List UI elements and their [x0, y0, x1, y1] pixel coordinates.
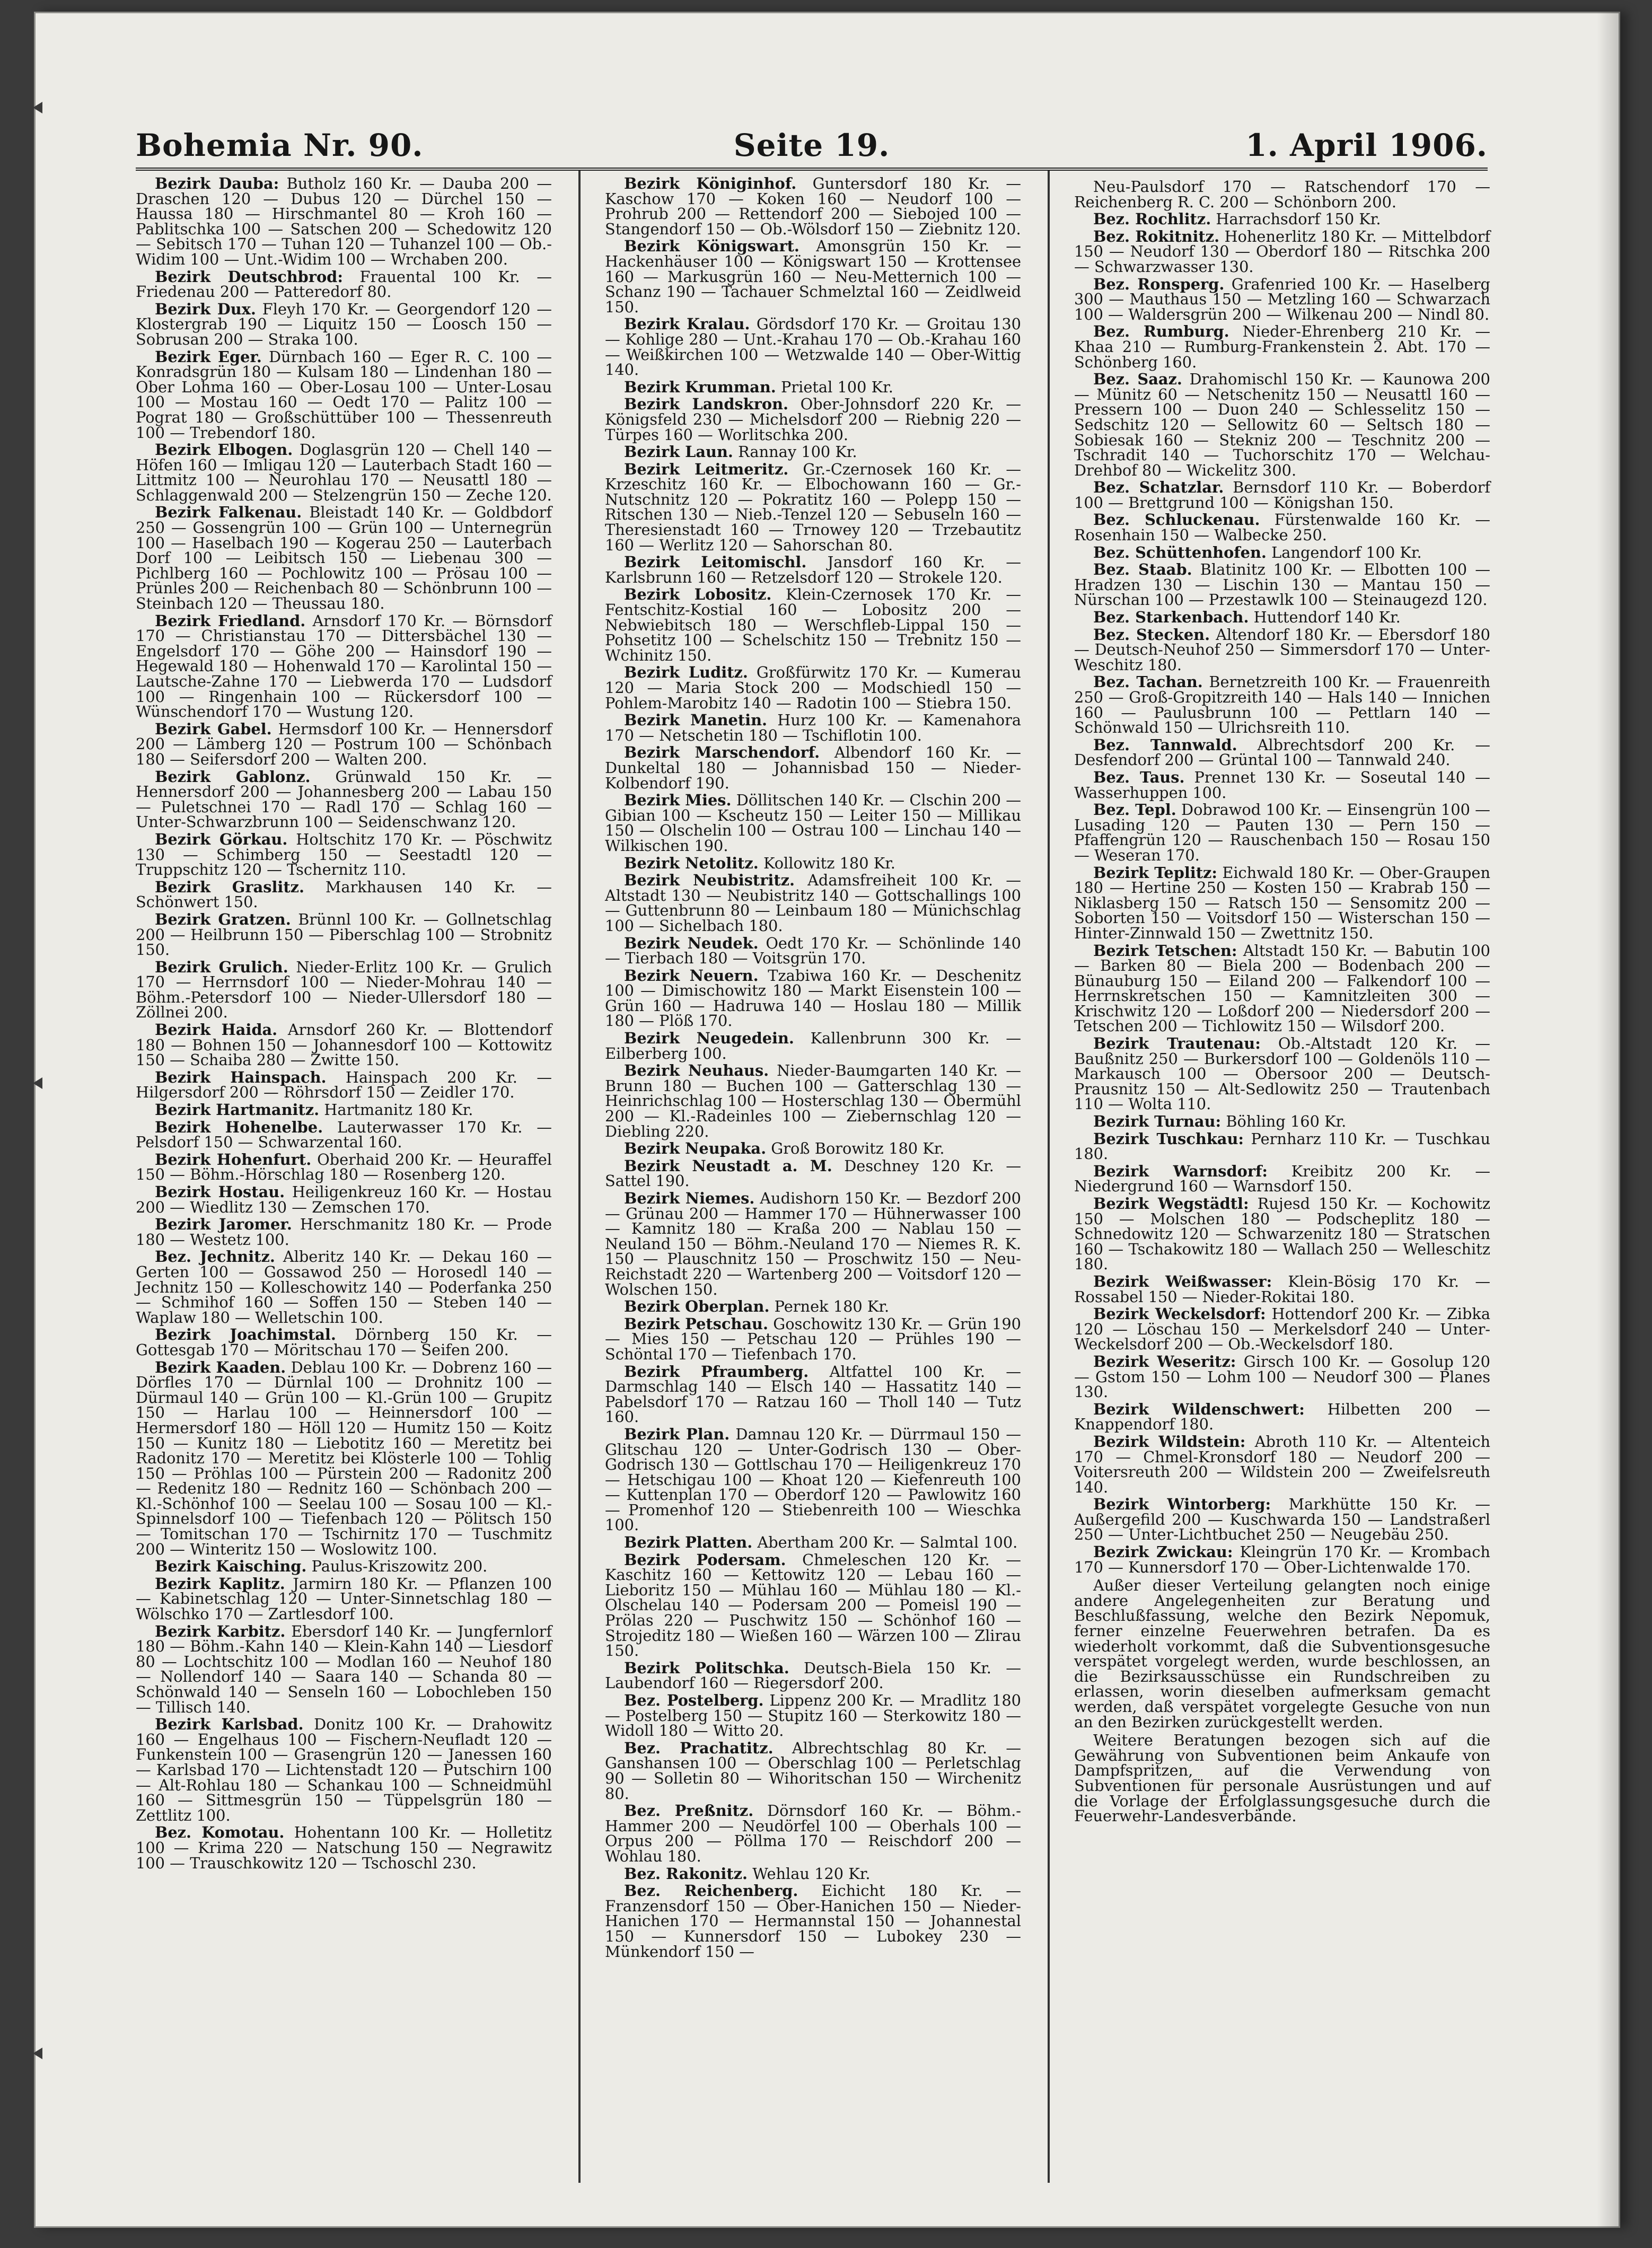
district-allocations: Dörnsdorf 160 Kr. — Böhm.-Hammer 200 — Neudörfel 100 — Oberhals 100 — Orpus 200 — Pöllma 170 — Reischdorf 200 — Wohlau 180.: [605, 1802, 1022, 1865]
district-name: Bezirk Tuschkau:: [1093, 1129, 1244, 1148]
district-entry: [605, 1364, 1021, 1425]
district-allocations: Pernek 180 Kr.: [774, 1297, 890, 1316]
district-allocations: Hilbetten 200 — Knappendorf 180.: [1074, 1400, 1491, 1434]
district-name: Bez. Preßnitz.: [624, 1802, 754, 1820]
district-entry: [1074, 737, 1490, 768]
district-name: Bezirk Hostau.: [155, 1183, 285, 1201]
newspaper-issue: Bohemia Nr. 90.: [136, 127, 424, 163]
district-name: Bezirk Königswart.: [624, 237, 799, 256]
district-name: Bez. Postelberg.: [624, 1691, 764, 1709]
district-name: Bezirk Marschendorf.: [624, 743, 820, 762]
district-name: Bezirk Manetin.: [624, 711, 768, 730]
district-name: Bez. Tepl.: [1093, 801, 1176, 819]
district-entry: [605, 1427, 1021, 1533]
district-entry: [605, 555, 1021, 585]
district-entry: [605, 936, 1021, 966]
district-allocations: Dobrawod 100 Kr. — Einsengrün 100 — Lusading 120 — Pauten 130 — Pern 150 — Pfaffengrün 120 — Rauschenbach 150 — Rosau 150 — Weseran 170.: [1074, 801, 1490, 864]
district-name: Bezirk Netolitz.: [624, 854, 759, 872]
district-allocations: Großfürwitz 170 Kr. — Kumerau 120 — Maria Stock 200 — Modschiedl 150 — Pohlem-Marobitz 140 — Radotin 100 — Stiebra 150.: [605, 663, 1021, 712]
district-name: Bezirk Neustadt a. M.: [624, 1156, 832, 1175]
district-name: Bezirk Lobositz.: [624, 585, 772, 604]
district-name: Bezirk Hainspach.: [155, 1068, 327, 1086]
district-allocations: Heiligenkreuz 160 Kr. — Hostau 200 — Wiedlitz 130 — Zemschen 170.: [136, 1183, 552, 1216]
district-allocations: Ober-Johnsdorf 220 Kr. — Königsfeld 230 — Michelsdorf 200 — Riebnig 220 — Türpes 160 — Worlitschka 200.: [605, 395, 1022, 444]
district-name: Bezirk Weckelsdorf:: [1093, 1305, 1266, 1323]
district-entry: [136, 1217, 552, 1247]
district-allocations: Harrachsdorf 150 Kr.: [1216, 210, 1381, 229]
district-allocations: Oedt 170 Kr. — Schönlinde 140 — Tierbach 180 — Voitsgrün 170.: [605, 934, 1022, 968]
district-name: Bezirk Landskron.: [624, 395, 789, 414]
district-allocations: Girsch 100 Kr. — Gosolup 120 — Gstom 150 — Lohm 100 — Neudorf 300 — Planes 130.: [1074, 1352, 1491, 1401]
district-allocations: Lauterwasser 170 Kr. — Pelsdorf 150 — Schwarzental 160.: [136, 1118, 552, 1152]
district-entry: [1074, 545, 1490, 560]
district-entry: [136, 719, 552, 768]
district-entry: [1074, 1164, 1490, 1194]
district-allocations: Ebersdorf 140 Kr. — Jungfernlorf 180 — Böhm.-Kahn 140 — Klein-Kahn 140 — Liesdorf 80 — Lochtschitz 100 — Modlan 160 — Neuhof 180 — Nollendorf 140 — Saara 140 — Schanda 80 — Schönwald 140 — Senseln 160 — Lobochleben 150 — Tillisch 140.: [136, 1622, 552, 1716]
district-allocations: Deutsch-Biela 150 Kr. — Laubendorf 160 — Riegersdorf 200.: [605, 1658, 1021, 1692]
district-entry: [1074, 480, 1490, 510]
district-entry: [1074, 179, 1490, 209]
district-entry: [1074, 1354, 1490, 1400]
district-entry: [136, 1120, 552, 1150]
district-allocations: Chmeleschen 120 Kr. — Kaschitz 160 — Kettowitz 120 — Lebau 160 — Lieboritz 150 — Mühlau 160 — Mühlau 180 — Kl.-Olschelau 140 — Podersam 200 — Pomeisl 190 — Prölas 220 — Puschwitz 150 — Schönhof 160 — Strojeditz 180 — Wießen 160 — Wärzen 100 — Zlirau 150.: [605, 1550, 1021, 1660]
district-allocations: Neu-Paulsdorf 170 — Ratschendorf 170 — Reichenberg R. C. 200 — Schönborn 200.: [1074, 178, 1490, 211]
district-allocations: Eichwald 180 Kr. — Ober-Graupen 180 — Hertine 250 — Kosten 150 — Krabrab 150 — Niklasberg 150 — Ratsch 150 — Sensomitz 200 — Soborten 150 — Voitsdorf 150 — Wisterschan 150 — Hinter-Zinnwald 150 — Zwettnitz 150.: [1074, 863, 1490, 942]
district-allocations: Jansdorf 160 Kr. — Karlsbrunn 160 — Retzelsdorf 120 — Strokele 120.: [605, 553, 1021, 586]
district-name: Bezirk Oberplan.: [624, 1297, 770, 1316]
district-entry: [605, 1158, 1021, 1189]
district-allocations: Huttendorf 140 Kr.: [1253, 608, 1401, 627]
district-allocations: Arnsdorf 170 Kr. — Börnsdorf 170 — Christianstau 170 — Dittersbächel 130 — Engelsdorf 170 — Göhe 200 — Hainsdorf 190 — Hegewald 180 — Hohenwald 170 — Karolintal 150 — Lautsche-Zahne 170 — Liebwerda 170 — Ludsdorf 100 — Ringenhain 100 — Rückersdorf 100 — Wünschendorf 170 — Wustung 120.: [136, 611, 552, 721]
text-column-middle: [605, 176, 1021, 1961]
district-name: Bez. Tachan.: [1093, 673, 1203, 691]
district-entry: [1074, 610, 1490, 625]
district-allocations: Kleingrün 170 Kr. — Krombach 170 — Kunnersdorf 170 — Ober-Lichtenwalde 170.: [1074, 1543, 1490, 1576]
district-allocations: Hartmanitz 180 Kr.: [324, 1101, 473, 1119]
district-entry: [605, 665, 1021, 710]
district-allocations: Nieder-Baumgarten 140 Kr. — Brunn 180 — Buchen 100 — Gatterschlag 130 — Heinrichschlag 100 — Hosterschlag 130 — Obermühl 200 — Kl.-Radeinles 100 — Ziebernschlag 120 — Diebling 220.: [605, 1061, 1021, 1140]
district-allocations: Butholz 160 Kr. — Dauba 200 — Draschen 120 — Dubus 120 — Dürchel 150 — Haussa 180 — Hirschmantel 80 — Kroh 160 — Pablitschka 100 — Satschen 200 — Schedowitz 120 — Sebitsch 170 — Tuhan 120 — Tuhanzel 100 — Ob.-Widim 100 — Unt.-Widim 100 — Wrchaben 200.: [136, 174, 552, 268]
district-allocations: Oberhaid 200 Kr. — Heuraffel 150 — Böhm.-Hörschlag 180 — Rosenberg 120.: [136, 1150, 552, 1184]
district-name: Bezirk Platten.: [624, 1533, 753, 1552]
district-allocations: Grünwald 150 Kr. — Hennersdorf 200 — Johannesberg 200 — Labau 150 — Puletschnei 170 — Radl 170 — Schlag 160 — Unter-Schwarzbrunn 100 — Seidenschwanz 120.: [136, 767, 552, 831]
district-name: Bezirk Trautenau:: [1093, 1034, 1261, 1053]
district-allocations: Audishorn 150 Kr. — Bezdorf 200 — Grünau 200 — Hammer 170 — Hühnerwasser 100 — Kamnitz 180 — Kraßa 200 — Nablau 150 — Neuland 150 — Böhm.-Neuland 170 — Niemes R. K. 150 — Plauschnitz 150 — Proschwitz 150 — Neu-Reichstadt 220 — Wartenberg 200 — Voitsdorf 120 — Wolschen 150.: [605, 1189, 1021, 1298]
district-entry: [136, 1022, 552, 1068]
district-name: Bezirk Karbitz.: [155, 1622, 286, 1640]
district-entry: [136, 960, 552, 1020]
district-entry: [136, 1152, 552, 1182]
district-entry: [605, 1031, 1021, 1061]
district-entry: [1074, 1733, 1490, 1824]
district-name: Bez. Stecken.: [1093, 625, 1210, 644]
district-entry: [1074, 674, 1490, 735]
district-name: Bezirk Kralau.: [624, 315, 750, 333]
district-allocations: Adamsfreiheit 100 Kr. — Altstadt 130 — Neubistritz 140 — Gottschallings 100 — Guttenbrunn 80 — Leinbaum 180 — Münichschlag 100 — Sichelbach 180.: [605, 871, 1021, 935]
district-entry: [605, 239, 1021, 314]
district-name: Bezirk Plan.: [624, 1425, 730, 1443]
district-allocations: Deschney 120 Kr. — Sattel 190.: [605, 1156, 1021, 1190]
district-entry: [1074, 943, 1490, 1034]
district-name: Bezirk Jaromer.: [155, 1215, 292, 1234]
district-name: Bezirk Leitomischl.: [624, 553, 807, 572]
district-entry: [1074, 1196, 1490, 1272]
district-entry: [136, 505, 552, 611]
district-allocations: Abertham 200 Kr. — Salmtal 100.: [757, 1533, 1018, 1552]
district-entry: [605, 444, 1021, 460]
district-name: Bezirk Politschka.: [624, 1658, 789, 1677]
district-entry: [605, 793, 1021, 853]
district-name: Bezirk Graslitz.: [155, 877, 305, 896]
district-name: Bezirk Gratzen.: [155, 910, 291, 928]
district-entry: [605, 1866, 1021, 1882]
district-entry: [136, 877, 552, 911]
district-allocations: Böhling 160 Kr.: [1226, 1112, 1347, 1131]
district-name: Bezirk Gabel.: [155, 719, 272, 738]
district-entry: [605, 1535, 1021, 1550]
district-name: Bezirk Kaplitz.: [155, 1574, 285, 1593]
district-entry: [136, 442, 552, 503]
district-name: Bezirk Wintorberg:: [1093, 1495, 1271, 1514]
district-entry: [1074, 1036, 1490, 1112]
district-name: Bez. Rochlitz.: [1093, 210, 1211, 229]
district-allocations: Pernharz 110 Kr. — Tuschkau 180.: [1074, 1129, 1490, 1163]
district-name: Bezirk Niemes.: [624, 1189, 755, 1207]
district-entry: [1074, 372, 1490, 478]
district-allocations: Jarmirn 180 Kr. — Pflanzen 100 — Kabinetschlag 120 — Unter-Sinnetschlag 180 — Wölschko 170 — Zartlesdorf 100.: [136, 1574, 552, 1623]
district-entry: [605, 1883, 1021, 1959]
district-allocations: Prietal 100 Kr.: [780, 377, 893, 396]
district-allocations: Deblau 100 Kr. — Dobrenz 160 — Dörfles 170 — Dürnlal 100 — Drohnitz 100 — Dürmaul 140 — Grün 100 — Kl.-Grün 100 — Grupitz 150 — Harlau 100 — Heinnersdorf 100 — Hermersdorf 180 — Höll 120 — Humitz 150 — Koitz 150 — Kunitz 180 — Liebotitz 160 — Meretitz bei Radonitz 170 — Meretitz bei Klösterle 100 — Tohlig 150 — Pröhlas 100 — Pürstein 200 — Radonitz 200 — Redenitz 180 — Rednitz 160 — Schönbach 200 — Kl.-Schönhof 100 — Seelau 100 — Sosau 100 — Kl.-Spinnelsdorf 100 — Tiefenbach 120 — Pölitsch 150 — Tomitschan 170 — Tschirnitz 170 — Tuschmitz 200 — Winteritz 150 — Woslowitz 100.: [136, 1358, 552, 1558]
district-allocations: Paulus-Kriszowitz 200.: [311, 1557, 488, 1576]
district-allocations: Kallenbrunn 300 Kr. — Eilberberg 100.: [605, 1029, 1022, 1062]
district-allocations: Abroth 110 Kr. — Altenteich 170 — Chmel-Kronsdorf 180 — Neudorf 200 — Voitersreuth 200 — Wildstein 200 — Zweifelsreuth 140.: [1074, 1432, 1491, 1496]
district-allocations: Blatinitz 100 Kr. — Elbotten 100 — Hradzen 130 — Lischin 130 — Mantau 150 — Nürschan 100 — Przestawlk 100 — Steinaugezd 120.: [1074, 560, 1490, 609]
district-allocations: Altfattel 100 Kr. — Darmschlag 140 — Elsch 140 — Hassatitz 140 — Pabelsdorf 170 — Ratzau 160 — Tholl 140 — Tutz 160.: [605, 1362, 1022, 1426]
district-entry: [1074, 562, 1490, 608]
district-allocations: Albrechtschlag 80 Kr. — Ganshansen 100 — Oberschlag 100 — Perletschlag 90 — Solletin 80 — Wihoritschan 150 — Wirchenitz 80.: [605, 1738, 1021, 1803]
district-entry: [136, 1102, 552, 1118]
district-entry: [1074, 1114, 1490, 1129]
column-divider: [578, 171, 581, 2183]
district-name: Bezirk Joachimstal.: [155, 1325, 336, 1344]
district-name: Bezirk Weißwasser:: [1093, 1272, 1272, 1290]
district-entry: [136, 832, 552, 877]
district-name: Bezirk Deutschbrod:: [155, 267, 343, 286]
district-allocations: Amonsgrün 150 Kr. — Hackenhäuser 100 — Königswart 150 — Krottensee 160 — Markusgrün 160 — Neu-Metternich 100 — Schanz 190 — Tachauer Schmelztal 160 — Zeidlweid 150.: [605, 237, 1021, 316]
district-allocations: Rujesd 150 Kr. — Kochowitz 150 — Molschen 180 — Podscheplitz 180 — Schnedowitz 120 — Schwarzenitz 180 — Stratschen 160 — Tschakowitz 180 — Wallach 250 — Welleschitz 180.: [1074, 1195, 1491, 1274]
district-allocations: Bleistadt 140 Kr. — Goldbdorf 250 — Gossengrün 100 — Grün 100 — Unternegrün 100 — Haselbach 190 — Kogerau 250 — Lauterbach Dorf 100 — Leibitsch 150 — Liebenau 300 — Pichlberg 160 — Pochlowitz 100 — Prösau 100 — Prünles 200 — Reichenbach 80 — Schönbrunn 100 — Steinbach 120 — Theussau 180.: [136, 503, 552, 613]
district-allocations: Klein-Czernosek 170 Kr. — Fentschitz-Kostial 160 — Lobositz 200 — Nebwiebitsch 180 — Werschfleb-Lippal 150 — Pohsetitz 100 — Schelschitz 150 — Trebnitz 150 — Wchinitz 150.: [605, 585, 1021, 664]
district-entry: [605, 1316, 1021, 1362]
district-name: Bezirk Dauba:: [155, 174, 279, 192]
district-name: Bez. Komotau.: [155, 1823, 285, 1842]
district-allocations: Alberitz 140 Kr. — Dekau 160 — Gerten 100 — Gossawod 250 — Horosedl 140 — Jechnitz 150 — Kolleschowitz 140 — Poderfanka 250 — Schmihof 160 — Soffen 150 — Steben 140 — Waplaw 180 — Welletschin 100.: [136, 1248, 552, 1327]
district-entry: [1074, 627, 1490, 673]
district-entry: [136, 912, 552, 958]
district-allocations: Donitz 100 Kr. — Drahowitz 160 — Engelhaus 100 — Fischern-Neufladt 120 — Funkenstein 100 — Grasengrün 120 — Janessen 160 — Karlsbad 170 — Lichtenstadt 120 — Putschirn 100 — Alt-Rohlau 180 — Schankau 100 — Schneidmühl 160 — Sittmesgrün 150 — Tüppelsgrün 180 — Zettlitz 100.: [136, 1715, 552, 1824]
district-name: Bez. Rokitnitz.: [1093, 227, 1220, 245]
district-name: Bezirk Neuern.: [624, 966, 759, 985]
district-entry: [605, 1299, 1021, 1314]
district-entry: [1074, 324, 1490, 370]
district-entry: [136, 1576, 552, 1622]
district-entry: [136, 349, 552, 441]
district-name: Bezirk Petschau.: [624, 1314, 768, 1333]
district-allocations: Dörnberg 150 Kr. — Gottesgab 170 — Möritschau 170 — Seifen 200.: [136, 1325, 552, 1359]
district-allocations: Hainspach 200 Kr. — Hilgersdorf 200 — Röhrsdorf 150 — Zeidler 170.: [136, 1068, 552, 1102]
district-allocations: Brünnl 100 Kr. — Gollnetschlag 200 — Heilbrunn 150 — Piberschlag 100 — Strobnitz 150.: [136, 910, 552, 959]
district-allocations: Goschowitz 130 Kr. — Grün 190 — Mies 150 — Petschau 120 — Prühles 190 — Schöntal 170 — Tiefenbach 170.: [605, 1314, 1021, 1363]
district-name: Bezirk Wegstädtl:: [1093, 1195, 1249, 1213]
district-entry: [1074, 1544, 1490, 1575]
district-entry: [1074, 1306, 1490, 1352]
district-allocations: Damnau 120 Kr. — Dürrmaul 150 — Glitschau 120 — Unter-Godrisch 130 — Ober-Godrisch 130 — Gottlschau 170 — Heiligenkreuz 170 — Hetschigau 100 — Khoat 120 — Kiefenreuth 100 — Kuttenplan 170 — Oberdorf 120 — Pawlowitz 160 — Promenhof 120 — Stiebenreith 100 — Wieschka 100.: [605, 1425, 1021, 1534]
district-entry: [136, 1360, 552, 1557]
district-allocations: Fleyh 170 Kr. — Georgendorf 120 — Klostergrab 190 — Liquitz 150 — Loosch 150 — Sobrusan 200 — Straka 100.: [136, 300, 552, 348]
district-allocations: Groß Borowitz 180 Kr.: [771, 1139, 945, 1158]
district-allocations: Markhausen 140 Kr. — Schönwert 150.: [136, 877, 552, 911]
district-entry: [1074, 802, 1490, 863]
district-name: Bezirk Neupaka.: [624, 1139, 767, 1158]
district-allocations: Ob.-Altstadt 120 Kr. — Baußnitz 250 — Burkersdorf 100 — Goldenöls 110 — Markausch 100 — Obersoor 200 — Deutsch-Prausnitz 150 — Alt-Sedlowitz 250 — Trautenbach 110 — Wolta 110.: [1074, 1034, 1490, 1113]
page-header: [136, 122, 1488, 171]
district-entry: [605, 587, 1021, 663]
district-name: Bezirk Neuhaus.: [624, 1061, 769, 1080]
district-allocations: Lippenz 200 Kr. — Mradlitz 180 — Postelberg 150 — Stupitz 160 — Sterkowitz 180 — Widoll 180 — Witto 20.: [605, 1691, 1022, 1740]
district-entry: [136, 1717, 552, 1823]
district-name: Bezirk Elbogen.: [155, 441, 293, 459]
district-entry: [605, 856, 1021, 871]
district-name: Bez. Schluckenau.: [1093, 511, 1260, 529]
district-allocations: Grafenried 100 Kr. — Haselberg 300 — Mauthaus 150 — Metzling 160 — Schwarzach 100 — Waldersgrün 200 — Wilkenau 200 — Nindl 80.: [1074, 275, 1490, 323]
district-name: Bez. Schüttenhofen.: [1093, 543, 1267, 561]
district-name: Bez. Schatzlar.: [1093, 478, 1224, 497]
district-allocations: Albrechtsdorf 200 Kr. — Desfendorf 200 — Grüntal 100 — Tannwald 240.: [1074, 735, 1490, 769]
district-name: Bezirk Teplitz:: [1093, 863, 1217, 882]
district-allocations: Gördsdorf 170 Kr. — Groitau 130 — Kohlige 280 — Unt.-Krahau 170 — Ob.-Krahau 160 — Weißkirchen 100 — Wetzwalde 140 — Ober-Wittig 140.: [605, 315, 1021, 379]
district-name: Bezirk Neubistritz.: [624, 871, 795, 890]
district-allocations: Klein-Bösig 170 Kr. — Rossabel 150 — Nieder-Rokitai 180.: [1074, 1272, 1491, 1306]
district-entry: [605, 713, 1021, 743]
district-allocations: Langendorf 100 Kr.: [1271, 543, 1422, 561]
district-name: Bezirk Dux.: [155, 300, 256, 318]
district-entry: [605, 1141, 1021, 1156]
district-allocations: Doglasgrün 120 — Chell 140 — Höfen 160 — Imligau 120 — Lauterbach Stadt 160 — Littmitz 100 — Neurohlau 170 — Neusattl 180 — Schlaggenwald 200 — Stelzengrün 150 — Zeche 120.: [136, 441, 552, 504]
column-divider: [1048, 171, 1050, 2183]
district-entry: [605, 1693, 1021, 1738]
district-name: Bezirk Grulich.: [155, 958, 288, 976]
binding-mark-icon: [34, 102, 45, 113]
district-name: Bezirk Mies.: [624, 791, 732, 810]
district-name: Bezirk Friedland.: [155, 611, 306, 630]
text-column-right: [1074, 176, 1490, 1826]
district-allocations: Hohentann 100 Kr. — Holletitz 100 — Krima 220 — Natschung 150 — Negrawitz 100 — Trauschkowitz 120 — Tschoschl 230.: [136, 1823, 552, 1872]
district-entry: [136, 613, 552, 719]
district-allocations: Fürstenwalde 160 Kr. — Rosenhain 150 — Walbecke 250.: [1074, 511, 1491, 545]
district-allocations: Kollowitz 180 Kr.: [763, 854, 895, 872]
district-entry: [1074, 1274, 1490, 1304]
district-name: Bezirk Wildenschwert:: [1093, 1400, 1305, 1418]
district-allocations: Albendorf 160 Kr. — Dunkeltal 180 — Johannisbad 150 — Nieder-Kolbendorf 190.: [605, 743, 1022, 792]
district-name: Bez. Reichenberg.: [624, 1882, 798, 1900]
district-name: Bezirk Pfraumberg.: [624, 1362, 809, 1381]
district-name: Bez. Saaz.: [1093, 370, 1182, 389]
district-name: Bez. Staab.: [1093, 560, 1192, 579]
district-entry: [605, 1803, 1021, 1864]
issue-date: 1. April 1906.: [1245, 127, 1488, 163]
district-entry: [1074, 770, 1490, 800]
district-name: Bezirk Hartmanitz.: [155, 1101, 320, 1119]
district-allocations: Gr.-Czernosek 160 Kr. — Krzeschitz 160 Kr. — Elbochowann 160 — Gr.-Nutschnitz 120 — Pokratitz 160 — Polepp 150 — Ritschen 130 — Nieb.-Tenzel 120 — Sebuseln 160 — Theresienstadt 160 — Trnowey 120 — Trzebautitz 160 — Werlitz 120 — Sahorschan 80.: [605, 460, 1022, 554]
district-name: Bezirk Gablonz.: [155, 767, 311, 786]
district-allocations: Hurz 100 Kr. — Kamenahora 170 — Netschetin 180 — Tschiflotin 100.: [605, 711, 1022, 744]
district-allocations: Markhütte 150 Kr. — Außergefild 200 — Kuschwarda 150 — Landstraßerl 250 — Unter-Lichtbuchet 250 — Neugebäu 250.: [1074, 1495, 1491, 1544]
district-name: Bezirk Tetschen:: [1093, 941, 1237, 960]
district-allocations: Hohenerlitz 180 Kr. — Mittelbdorf 150 — Neudorf 130 — Oberdorf 180 — Ritschka 200 — Schwarzwasser 130.: [1074, 227, 1490, 276]
district-name: Bezirk Kaaden.: [155, 1358, 286, 1376]
district-name: Bez. Rumburg.: [1093, 322, 1229, 341]
district-entry: [136, 1624, 552, 1715]
district-name: Bez. Ronsperg.: [1093, 275, 1225, 293]
district-entry: [136, 1825, 552, 1871]
district-entry: [136, 1327, 552, 1357]
district-entry: [136, 302, 552, 347]
district-name: Bez. Rakonitz.: [624, 1864, 748, 1883]
district-entry: [1074, 229, 1490, 275]
district-allocations: Eichicht 180 Kr. — Franzensdorf 150 — Ober-Hanichen 150 — Nieder-Hanichen 170 — Hermannstal 150 — Johannestal 150 — Kunnersdorf 150 — Lubokey 230 — Münkendorf 150 —: [605, 1882, 1021, 1961]
district-entry: [605, 397, 1021, 442]
district-name: Bezirk Wildstein:: [1093, 1432, 1246, 1451]
district-name: Bez. Starkenbach.: [1093, 608, 1249, 627]
district-allocations: Hermsdorf 100 Kr. — Hennersdorf 200 — Lämberg 120 — Postrum 100 — Schönbach 180 — Seifersdorf 200 — Walten 200.: [136, 719, 552, 768]
district-entry: [1074, 1131, 1490, 1162]
district-entry: [136, 1184, 552, 1215]
district-entry: [136, 1249, 552, 1325]
district-name: Bezirk Warnsdorf:: [1093, 1162, 1268, 1180]
district-name: Bezirk Weseritz:: [1093, 1352, 1236, 1371]
binding-mark-icon: [34, 2048, 45, 2059]
district-name: Bezirk Haida.: [155, 1021, 278, 1039]
district-allocations: Döllitschen 140 Kr. — Clschin 200 — Gibian 100 — Kscheutz 150 — Leiter 150 — Millikau 150 — Olschelin 100 — Ostrau 100 — Linchau 140 — Wilkischen 190.: [605, 791, 1021, 855]
district-allocations: Nieder-Erlitz 100 Kr. — Grulich 170 — Herrnsdorf 100 — Nieder-Mohrau 140 — Böhm.-Petersdorf 100 — Nieder-Ullersdorf 180 — Zöllnei 200.: [136, 958, 552, 1022]
district-allocations: Hottendorf 200 Kr. — Zibka 120 — Löschau 150 — Merkelsdorf 240 — Unter-Weckelsdorf 200 — Ob.-Weckelsdorf 180.: [1074, 1305, 1491, 1354]
district-entry: [1074, 865, 1490, 941]
district-entry: [605, 1191, 1021, 1297]
district-entry: [136, 1559, 552, 1574]
district-entry: [1074, 277, 1490, 322]
district-entry: [136, 176, 552, 267]
district-entry: [605, 176, 1021, 236]
district-allocations: Prennet 130 Kr. — Soseutal 140 — Wasserhuppen 100.: [1074, 768, 1490, 802]
district-allocations: Bernsdorf 110 Kr. — Boberdorf 100 — Brettgrund 100 — Königshan 150.: [1074, 478, 1491, 512]
district-name: Bezirk Hohenfurt.: [155, 1150, 312, 1169]
district-name: Bezirk Laun.: [624, 443, 733, 461]
district-name: Bezirk Eger.: [155, 347, 262, 366]
district-entry: [605, 462, 1021, 553]
district-entry: [605, 1738, 1021, 1803]
district-allocations: Nieder-Ehrenberg 210 Kr. — Khaa 210 — Rumburg-Frankenstein 2. Abt. 170 — Schönberg 160.: [1074, 322, 1490, 371]
district-name: Bezirk Luditz.: [624, 663, 748, 682]
district-entry: [1074, 1402, 1490, 1432]
district-entry: [605, 377, 1021, 396]
district-entry: [605, 873, 1021, 933]
district-entry: [605, 1658, 1021, 1692]
district-entry: [136, 769, 552, 830]
district-name: Bezirk Turnau:: [1093, 1112, 1222, 1131]
district-allocations: Kreibitz 200 Kr. — Niedergrund 160 — Warnsdorf 150.: [1074, 1162, 1490, 1196]
district-entry: [605, 1063, 1021, 1139]
district-name: Bezirk Hohenelbe.: [155, 1118, 323, 1136]
newspaper-page: [34, 12, 1620, 2228]
district-name: Bezirk Görkau.: [155, 830, 288, 848]
district-entry: [605, 968, 1021, 1029]
district-name: Bezirk Krumman.: [624, 377, 776, 396]
district-entry: [1074, 511, 1491, 545]
district-entry: [1074, 1578, 1490, 1729]
district-name: Bezirk Karlsbad.: [155, 1715, 304, 1734]
district-allocations: Holtschitz 170 Kr. — Pöschwitz 130 — Schimberg 150 — Seestadtl 120 — Truppschitz 120 — Tschernitz 110.: [136, 830, 552, 879]
district-allocations: Arnsdorf 260 Kr. — Blottendorf 180 — Bohnen 150 — Johannesdorf 100 — Kottowitz 150 — Schaiba 280 — Zwitte 150.: [136, 1021, 552, 1069]
district-allocations: Dürnbach 160 — Eger R. C. 100 — Konradsgrün 180 — Kulsam 180 — Lindenhan 180 — Ober Lohma 160 — Ober-Losau 100 — Unter-Losau 100 — Mostau 160 — Oedt 170 — Palitz 100 — Pograt 180 — Großschüttüber 100 — Thessenreuth 100 — Trebendorf 180.: [136, 347, 552, 442]
district-name: Bezirk Neugedein.: [624, 1029, 794, 1048]
district-allocations: Rannay 100 Kr.: [738, 443, 857, 461]
district-entry: [1074, 1434, 1490, 1495]
district-entry: [605, 745, 1021, 791]
district-name: Bezirk Königinhof.: [624, 174, 797, 192]
district-allocations: Tzabiwa 160 Kr. — Deschenitz 100 — Dimischowitz 180 — Markt Eisenstein 100 — Grün 160 — Hadruwa 140 — Hoslau 180 — Millik 180 — Plöß 170.: [605, 966, 1022, 1030]
district-entry: [1074, 1497, 1490, 1542]
district-allocations: Frauental 100 Kr. — Friedenau 200 — Patteredorf 80.: [136, 267, 552, 301]
district-name: Bez. Taus.: [1093, 768, 1185, 786]
district-name: Bez. Jechnitz.: [155, 1248, 275, 1266]
district-entry: [1074, 212, 1490, 227]
district-entry: [136, 269, 552, 300]
text-column-left: [136, 176, 552, 1873]
district-name: Bezirk Podersam.: [624, 1550, 786, 1569]
district-name: Bez. Tannwald.: [1093, 735, 1237, 754]
district-allocations: Außer dieser Verteilung gelangten noch einige andere Angelegenheiten zur Beratung und Beschlußfassung, welche den Bezirk Nepomuk, ferner einzelne Feuerwehren betrafen. Da es wiederholt vorkommt, daß die Subventionsgesuche verspätet vorgelegt werden, wurde beschlossen, an die Bezirksausschüsse ein Rundschreiben zu erlassen, worin dieselben aufmerksam gemacht werden, daß verspätet vorgelegte Gesuche von nun an den Bezirken zurückgestellt werden.: [1074, 1576, 1490, 1731]
district-name: Bezirk Kaisching.: [155, 1557, 307, 1576]
page-number: Seite 19.: [733, 127, 890, 163]
district-name: Bezirk Leitmeritz.: [624, 460, 789, 478]
district-entry: [605, 317, 1021, 377]
district-allocations: Herschmanitz 180 Kr. — Prode 180 — Westetz 100.: [136, 1215, 552, 1249]
district-name: Bezirk Falkenau.: [155, 503, 302, 522]
district-name: Bezirk Zwickau:: [1093, 1543, 1233, 1561]
district-name: Bezirk Neudek.: [624, 934, 759, 952]
district-allocations: Drahomischl 150 Kr. — Kaunowa 200 — Münitz 60 — Netschenitz 150 — Neusattl 160 — Pressern 100 — Duon 240 — Schlesselitz 150 — Sedschitz 120 — Sellowitz 60 — Seltsch 180 — Sobiesak 160 — Stekniz 200 — Teschnitz 200 — Tschradit 140 — Tuchorschitz 170 — Welchau-Drehbof 80 — Wickelitz 300.: [1074, 370, 1490, 479]
district-allocations: Altendorf 180 Kr. — Ebersdorf 180 — Deutsch-Neuhof 250 — Simmersdorf 170 — Unter-Weschitz 180.: [1074, 625, 1490, 674]
district-allocations: Guntersdorf 180 Kr. — Kaschow 170 — Koken 160 — Neudorf 100 — Prohrub 200 — Rettendorf 200 — Siebojed 100 — Stangendorf 150 — Ob.-Wölsdorf 150 — Ziebnitz 120.: [605, 174, 1021, 238]
district-name: Bez. Prachatitz.: [624, 1738, 774, 1757]
district-allocations: Weitere Beratungen bezogen sich auf die Gewährung von Subventionen beim Ankaufe von Dampfspritzen, auf die Verwendung von Subventionen für personale Ausrüstungen und auf die Vorlage der Erfolglassungsgesuche durch die Feuerwehr-Landesverbände.: [1074, 1731, 1490, 1825]
binding-mark-icon: [34, 1077, 45, 1089]
district-entry: [136, 1070, 552, 1100]
district-allocations: Wehlau 120 Kr.: [752, 1864, 871, 1883]
district-entry: [605, 1552, 1021, 1658]
district-allocations: Altstadt 150 Kr. — Babutin 100 — Barken 80 — Biela 200 — Bodenbach 200 — Bünauburg 150 — Eiland 200 — Falkendorf 100 — Herrnskretschen 150 — Kamnitzleiten 300 — Krischwitz 120 — Loßdorf 200 — Niedersdorf 200 — Tetschen 200 — Tichlowitz 150 — Wilsdorf 200.: [1074, 941, 1490, 1035]
district-allocations: Bernetzreith 100 Kr. — Frauenreith 250 — Groß-Gropitzreith 140 — Hals 140 — Innichen 160 — Paulusbrunn 100 — Pettlarn 140 — Schönwald 150 — Ulrichsreith 110.: [1074, 673, 1490, 737]
